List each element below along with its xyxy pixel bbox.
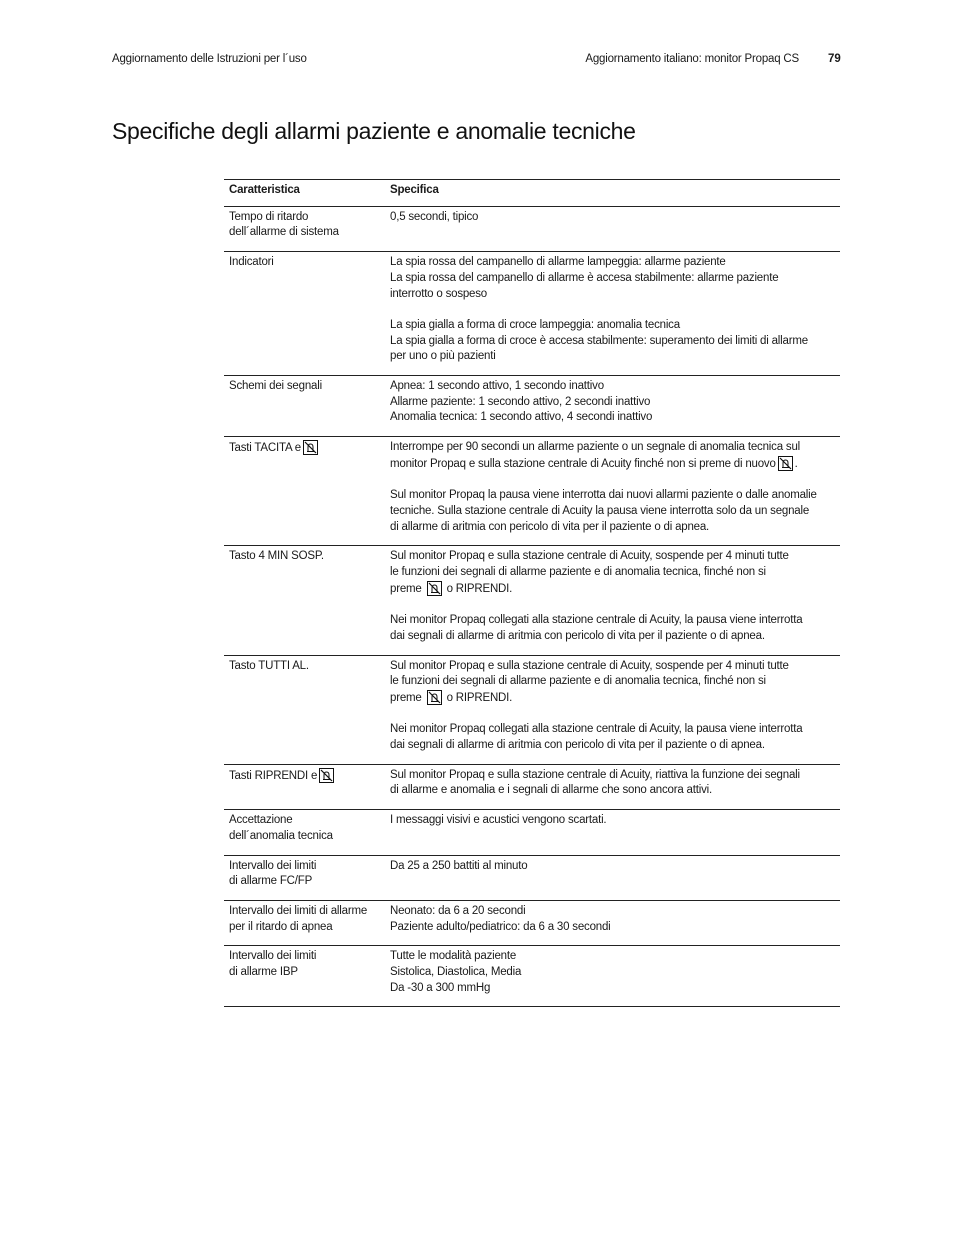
cell-line: dell´anomalia tecnica [229,829,333,842]
table-row [224,376,840,437]
cell-line: Paziente adulto/pediatrico: da 6 a 30 secondi [390,920,611,933]
alarm-silence-icon [303,440,318,455]
cell-line: di allarme FC/FP [229,875,313,888]
cell-line: Apnea: 1 secondo attivo, 1 secondo inattivo [390,380,604,393]
cell-text: preme [390,582,422,595]
characteristic-cell [224,546,385,655]
cell-line: Tasto TUTTI AL. [229,659,309,672]
cell-line: interrotto o sospeso [390,287,488,300]
cell-line: Sul monitor Propaq e sulla stazione centrale di Acuity, sospende per 4 minuti tutte [390,659,789,672]
specification-cell [385,900,840,945]
cell-line: La spia gialla a forma di croce è accesa stabilmente: superamento dei limiti di allarme [390,334,808,347]
cell-line: per il ritardo di apnea [229,920,333,933]
cell-line: Da 25 a 250 battiti al minuto [390,859,528,872]
characteristic-cell [224,655,385,764]
cell-line: La spia rossa del campanello di allarme è accesa stabilmente: allarme paziente [390,271,779,284]
cell-line: Schemi dei segnali [229,380,322,393]
characteristic-cell [224,810,385,855]
cell-line: Anomalia tecnica: 1 secondo attivo, 4 secondi inattivo [390,411,653,424]
cell-line: Accettazione [229,814,293,827]
table-row [224,252,840,376]
cell-line: tecniche. Sulla stazione centrale di Acuity la pausa viene interrotta solo da un segnale [390,504,810,517]
cell-text: Tasti TACITA e [229,442,301,455]
alarm-silence-icon [319,768,334,783]
table-row [224,546,840,655]
characteristic-cell [224,764,385,809]
characteristic-cell [224,252,385,376]
cell-line: Nei monitor Propaq collegati alla stazione centrale di Acuity, la pausa viene interrotta [390,614,803,627]
running-header-left: Aggiornamento delle Istruzioni per l´uso [112,53,307,65]
cell-line: La spia rossa del campanello di allarme lampeggia: allarme paziente [390,256,726,269]
cell-line [390,581,835,598]
cell-line: le funzioni dei segnali di allarme paziente e di anomalia tecnica, finché non si [390,566,766,579]
cell-line: dell´allarme di sistema [229,226,339,239]
alarm-silence-icon [427,581,442,596]
cell-line: Da -30 a 300 mmHg [390,981,491,994]
table-row [224,855,840,900]
table-row [224,206,840,251]
alarm-silence-icon [427,690,442,705]
column-header-characteristic: Caratteristica [224,180,385,207]
cell-line: le funzioni dei segnali di allarme paziente e di anomalia tecnica, finché non si [390,675,766,688]
cell-line: 0,5 secondi, tipico [390,210,479,223]
cell-line: Sistolica, Diastolica, Media [390,966,522,979]
cell-line: di allarme e anomalia e i segnali di allarme che sono ancora attivi. [390,784,712,797]
characteristic-cell [224,900,385,945]
alarm-spec-table [224,179,840,1007]
characteristic-cell [224,855,385,900]
table-header-row [224,180,840,207]
cell-line: Interrompe per 90 secondi un allarme paziente o un segnale di anomalia tecnica sul [390,441,800,454]
column-header-specification: Specifica [385,180,840,207]
specification-cell [385,946,840,1007]
page-title: Specifiche degli allarmi paziente e anomalie tecniche [112,118,636,144]
cell-line: Sul monitor Propaq e sulla stazione centrale di Acuity, sospende per 4 minuti tutte [390,550,789,563]
table-row [224,655,840,764]
cell-line: Sul monitor Propaq e sulla stazione centrale di Acuity, riattiva la funzione dei segnali [390,768,800,781]
table-row [224,810,840,855]
characteristic-cell [224,437,385,546]
cell-line: dai segnali di allarme di aritmia con pericolo di vita per il paziente o di apnea. [390,739,765,752]
cell-text: o RIPRENDI. [446,582,513,595]
cell-text: monitor Propaq e sulla stazione centrale di Acuity finché non si preme di nuovo [390,457,776,470]
cell-line: Allarme paziente: 1 secondo attivo, 2 secondi inattivo [390,395,651,408]
specification-cell [385,546,840,655]
characteristic-cell [224,206,385,251]
cell-line: Intervallo dei limiti [229,950,317,963]
cell-text: preme [390,691,422,704]
specification-cell [385,764,840,809]
cell-line: I messaggi visivi e acustici vengono scartati. [390,814,607,827]
specification-cell [385,206,840,251]
cell-line: Nei monitor Propaq collegati alla stazione centrale di Acuity, la pausa viene interrotta [390,723,803,736]
cell-line: Indicatori [229,256,274,269]
cell-line: Intervallo dei limiti [229,859,317,872]
cell-line: per uno o più pazienti [390,350,496,363]
specification-cell [385,855,840,900]
specification-cell [385,655,840,764]
cell-line: Sul monitor Propaq la pausa viene interrotta dai nuovi allarmi paziente o dalle anomalie [390,489,817,502]
table-row [224,900,840,945]
cell-text: Tasti RIPRENDI e [229,769,318,782]
characteristic-cell [224,376,385,437]
specification-cell [385,810,840,855]
table-row [224,437,840,546]
page-number: 79 [828,53,841,65]
alarm-silence-icon [778,456,793,471]
cell-line: monitor Propaq e sulla stazione centrale di Acuity finché non si preme di nuovo . [390,457,798,470]
cell-line: Tasto 4 MIN SOSP. [229,550,324,563]
cell-text: o RIPRENDI. [446,691,513,704]
cell-line: Neonato: da 6 a 20 secondi [390,904,526,917]
characteristic-cell [224,946,385,1007]
specification-cell [385,376,840,437]
cell-line: Tutte le modalità paziente [390,950,517,963]
cell-line [390,690,835,707]
cell-line: dai segnali di allarme di aritmia con pericolo di vita per il paziente o di apnea. [390,629,765,642]
cell-line: La spia gialla a forma di croce lampeggia: anomalia tecnica [390,318,680,331]
table-row [224,946,840,1007]
specification-cell [385,437,840,546]
specification-cell [385,252,840,376]
running-header-right: Aggiornamento italiano: monitor Propaq CS [585,53,799,65]
cell-line [229,440,380,457]
table-row [224,764,840,809]
cell-line: di allarme di aritmia con pericolo di vita per il paziente o di apnea. [390,520,710,533]
cell-line: Intervallo dei limiti di allarme [229,904,368,917]
cell-line: Tempo di ritardo [229,210,309,223]
cell-line [229,768,380,785]
cell-line: di allarme IBP [229,966,298,979]
